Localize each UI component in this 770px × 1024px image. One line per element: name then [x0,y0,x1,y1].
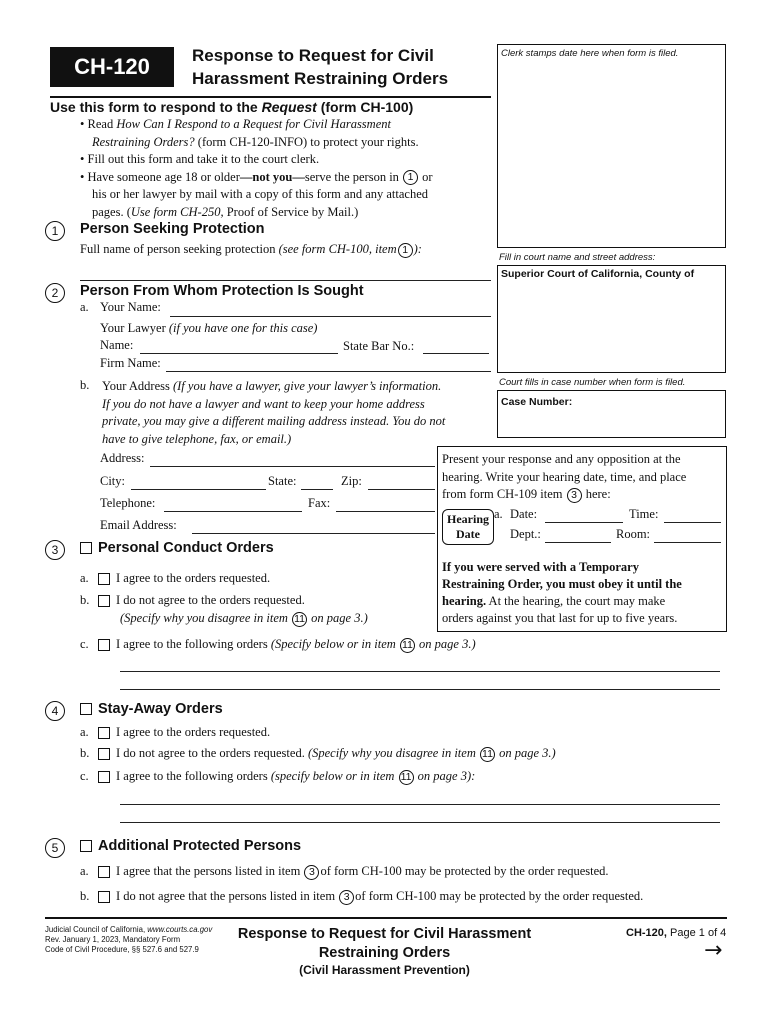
your-name-field[interactable] [170,316,491,317]
city-field[interactable] [131,489,266,490]
hearing-intro: Present your response and any opposition at the hearing. Write your hearing date, time, and place from form CH-109 item 3 here: [442,452,687,501]
court-name-box[interactable] [497,265,726,373]
hearing-date-field[interactable] [545,522,623,523]
section-4-title: Stay-Away Orders [80,701,223,717]
s4-c-field-2[interactable] [120,822,720,823]
email-field[interactable] [192,533,435,534]
tro-warning: If you were served with a Temporary Restraining Order, you must obey it until the hearing. At the hearing, the court may make orders against you that last for up to five years. [442,560,682,625]
zip-field[interactable] [368,489,435,490]
hearing-time-field[interactable] [664,522,721,523]
form-title-line1: Response to Request for Civil [192,46,434,65]
lawyer-name-label: Name: [100,338,134,352]
footer-rule [45,917,727,919]
firm-name-label: Firm Name: [100,356,161,370]
hearing-room-label: Room: [616,527,651,541]
section-4-checkbox[interactable] [80,703,92,715]
state-bar-label: State Bar No.: [343,339,415,353]
telephone-field[interactable] [164,511,302,512]
telephone-label: Telephone: [100,496,156,510]
case-number-label: Case Number: [501,396,573,408]
case-number-box[interactable] [497,390,726,438]
footer-page: CH-120, Page 1 of 4 [626,927,727,939]
footer-rev: Rev. January 1, 2023, Mandatory Form [45,935,181,944]
section-4-number: 4 [45,701,65,721]
intro-bullets: • Read How Can I Respond to a Request for Civil Harassment Restraining Orders? (form CH-120-INFO) to protect your rights. • Fill out this form and take it to the court clerk. • Have someone age 18 or older—not you—serve the person in 1 or his or her lawyer by mail with a copy of this form and any attached pages. (Use form CH-250, Proof of Service by Mail.) [80,117,433,219]
firm-name-field[interactable] [166,371,491,372]
s5-a-checkbox[interactable] [98,866,110,878]
s3-a-option: I agree to the orders requested. [98,571,270,586]
address-label: Address: [100,451,145,465]
court-fill-label: Fill in court name and street address: [499,252,656,263]
footer-title: Response to Request for Civil Harassment Restraining Orders [237,926,532,961]
section-5-title: Additional Protected Persons [80,838,301,854]
form-id-badge [50,47,174,87]
email-label: Email Address: [100,518,177,532]
your-lawyer-label: Your Lawyer (if you have one for this case) [100,321,318,335]
clerk-stamp-label: Clerk stamps date here when form is filed. [501,48,679,59]
intro-bullet-1: • Read How Can I Respond to a Request for Civil Harassment [80,117,391,131]
hearing-dept-field[interactable] [545,542,611,543]
s3-b-note: (Specify why you disagree in item 11 on page 3.) [120,611,368,625]
case-number-fill-label: Court fills in case number when form is filed. [499,377,686,388]
s4-a-option: I agree to the orders requested. [98,725,270,740]
s3-c-checkbox[interactable] [98,639,110,651]
s4-c-checkbox[interactable] [98,771,110,783]
s4-c-option: I agree to the following orders (specify below or in item 11 on page 3): [98,769,475,785]
s3-c-option: I agree to the following orders (Specify below or in item 11 on page 3.) [98,637,476,653]
s4-c-marker: c. [80,769,89,783]
s3-b-option: I do not agree to the orders requested. [98,593,305,608]
intro-bullet-2: • Fill out this form and take it to the court clerk. [80,152,320,166]
s4-b-marker: b. [80,746,90,760]
state-field[interactable] [301,489,333,490]
state-bar-field[interactable] [423,353,489,354]
form-id: CH-120 [74,54,150,79]
s2-a-marker: a. [80,300,89,314]
footer-subtitle: (Civil Harassment Prevention) [299,963,470,977]
s5-a-marker: a. [80,864,89,878]
s3-c-field-2[interactable] [120,689,720,690]
lawyer-name-field[interactable] [140,353,338,354]
s4-a-marker: a. [80,725,89,739]
court-name: Superior Court of California, County of [501,268,695,280]
zip-label: Zip: [341,474,362,488]
form-title-line2: Harassment Restraining Orders [192,69,449,88]
section-2-title: Person From Whom Protection Is Sought [80,283,364,299]
s5-a-option: I agree that the persons listed in item 3 of form CH-100 may be protected by the order requested. [98,864,609,880]
intro-heading: Use this form to respond to the Request (form CH-100) [50,99,414,115]
s3-a-checkbox[interactable] [98,573,110,585]
s2-b-marker: b. [80,378,90,392]
s3-a-marker: a. [80,571,89,585]
s4-c-field-1[interactable] [120,804,720,805]
fax-field[interactable] [336,511,435,512]
address-instructions: Your Address (If you have a lawyer, give your lawyer’s information. If you do not have a lawyer and want to keep your home address private, you may give a different mailing address instead. You do not have to give telephone, fax, or email.) [102,379,446,446]
intro-bullet-3: • Have someone age 18 or older—not you—serve the person in 1 or [80,169,433,184]
s5-b-checkbox[interactable] [98,891,110,903]
footer-council: Judicial Council of California, www.courts.ca.gov [45,925,213,934]
s3-c-marker: c. [80,637,89,651]
section-3-number: 3 [45,540,65,560]
section-1-number: 1 [45,221,65,241]
section-3-checkbox[interactable] [80,542,92,554]
your-name-label: Your Name: [100,300,161,314]
hearing-date-label-box: Hearing Date [442,509,494,545]
section-5-number: 5 [45,838,65,858]
footer-code: Code of Civil Procedure, §§ 527.6 and 527.9 [45,945,199,954]
hearing-a-marker: a. [494,507,503,521]
fax-label: Fax: [308,496,331,510]
section-1-title: Person Seeking Protection [80,221,265,237]
s5-b-marker: b. [80,889,90,903]
full-name-field[interactable] [80,280,491,281]
hearing-dept-label: Dept.: [510,527,541,541]
next-page-arrow-icon[interactable]: → [704,938,723,963]
city-label: City: [100,474,126,488]
s4-a-checkbox[interactable] [98,727,110,739]
address-field[interactable] [150,466,435,467]
footer-left [45,925,212,955]
s5-b-option: I do not agree that the persons listed in item 3 of form CH-100 may be protected by the order requested. [98,889,643,905]
section-1-full-name-label: Full name of person seeking protection (see form CH-100, item 1 ): [80,242,422,256]
section-3-title: Personal Conduct Orders [80,540,274,556]
clerk-stamp-box [497,44,726,248]
s3-c-field-1[interactable] [120,671,720,672]
s4-b-option: I do not agree to the orders requested. (Specify why you disagree in item 11 on page 3.) [98,746,556,762]
section-2-number: 2 [45,283,65,303]
s3-b-checkbox[interactable] [98,595,110,607]
hearing-room-field[interactable] [654,542,721,543]
section-5-checkbox[interactable] [80,840,92,852]
header-rule [50,96,491,98]
s4-b-checkbox[interactable] [98,748,110,760]
hearing-time-label: Time: [629,507,659,521]
state-label: State: [268,474,297,488]
s3-b-marker: b. [80,593,90,607]
hearing-box [437,446,727,632]
hearing-date-label: Date: [510,507,538,521]
